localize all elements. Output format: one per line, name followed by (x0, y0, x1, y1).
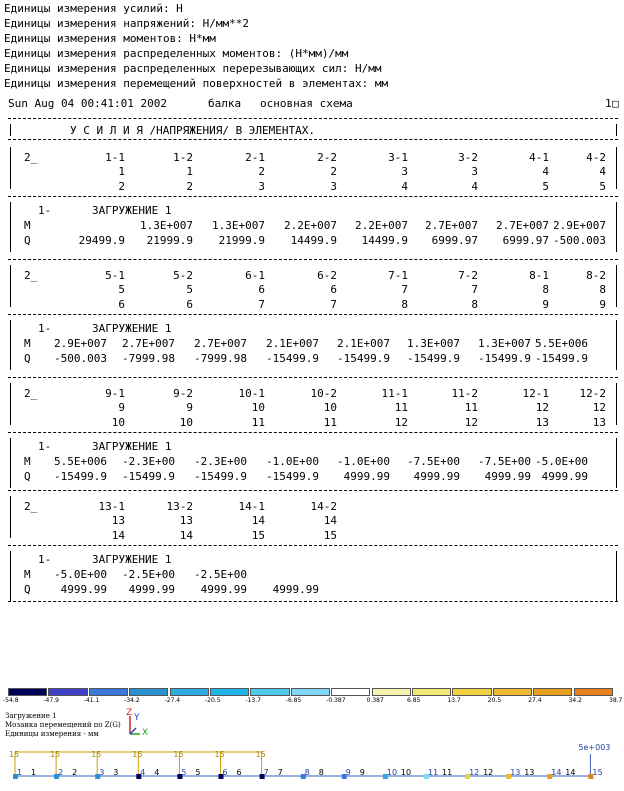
unit-line: Единицы измерения распределенных перерезывающих сил: Н/мм (4, 62, 382, 75)
column-header: 4-1 (529, 151, 549, 164)
node-label: 8 (304, 768, 310, 777)
node-label: 3 (99, 768, 105, 777)
block-left-bar (10, 147, 11, 189)
scale-label: -34.2 (124, 697, 140, 704)
m-value: 5.5E+006 (535, 337, 588, 350)
column-header: 2-2 (317, 151, 337, 164)
column-header: 14-2 (310, 500, 337, 513)
node-number: 13 (535, 416, 549, 429)
q-value: -15499.9 (194, 470, 247, 483)
scale-label: 20.5 (487, 697, 502, 704)
node-number: 5 (599, 180, 606, 193)
node-number: 14 (179, 529, 193, 542)
load-label: ЗАГРУЖЕНИЕ 1 (92, 553, 172, 566)
element-number: 5 (118, 283, 125, 296)
report-name: балка (208, 97, 242, 110)
m-value: -2.5E+00 (194, 568, 247, 581)
load-left-bar (10, 551, 11, 601)
m-value: 2.2E+007 (284, 219, 337, 232)
element-number: 5 (186, 283, 193, 296)
scale-label: -47.9 (43, 697, 59, 704)
block-bottom-border (8, 601, 618, 602)
node-label: 4 (140, 768, 146, 777)
element-label: 3 (113, 768, 119, 777)
table-type-label: 2_ (24, 151, 38, 164)
block-right-bar (616, 147, 617, 189)
unit-line: Единицы измерения распределенных моментов: (Н*мм)/мм (4, 47, 349, 60)
scale-swatch (89, 688, 128, 696)
m-value: -7.5E+00 (478, 455, 531, 468)
column-header: 3-1 (388, 151, 408, 164)
q-value: 14499.9 (361, 234, 408, 247)
node-number: 12 (464, 416, 478, 429)
element-number: 8 (542, 283, 549, 296)
legend-load: Загружение 1 (5, 712, 57, 720)
q-value: -7999.98 (122, 352, 175, 365)
q-value: 6999.97 (502, 234, 549, 247)
q-value: 29499.9 (78, 234, 125, 247)
q-value: -15499.9 (407, 352, 460, 365)
q-value: 21999.9 (218, 234, 265, 247)
element-number: 4 (599, 165, 606, 178)
element-number: 12 (535, 401, 549, 414)
element-number: 4 (542, 165, 549, 178)
m-value: 2.9E+007 (54, 337, 107, 350)
scale-swatch (574, 688, 613, 696)
scale-swatch (372, 688, 411, 696)
block-divider (8, 196, 618, 197)
q-value: 4999.99 (343, 470, 390, 483)
block-left-bar (10, 496, 11, 538)
scale-swatch (48, 688, 87, 696)
load-value: 15 (173, 750, 184, 759)
column-header: 6-2 (317, 269, 337, 282)
load-number: 1- (38, 553, 52, 566)
load-left-bar (10, 438, 11, 488)
load-label: ЗАГРУЖЕНИЕ 1 (92, 322, 172, 335)
block-divider (8, 314, 618, 315)
block-left-bar (10, 265, 11, 307)
row-label-q: Q (24, 352, 31, 365)
node-number: 10 (111, 416, 125, 429)
column-header: 9-1 (105, 387, 125, 400)
column-header: 12-1 (522, 387, 549, 400)
q-value: 4999.99 (272, 583, 319, 596)
page-mark: □ (612, 97, 619, 110)
scale-swatch (8, 688, 47, 696)
element-number: 1 (186, 165, 193, 178)
scale-label: 0.387 (366, 697, 384, 704)
scale-label: -27.4 (164, 697, 181, 704)
node-label: 2 (58, 768, 64, 777)
element-number: 11 (394, 401, 408, 414)
m-value: 2.9E+007 (553, 219, 606, 232)
block-divider (8, 545, 618, 546)
report-scheme: основная схема (260, 97, 353, 110)
node-number: 8 (471, 298, 478, 311)
node-label: 11 (428, 768, 439, 777)
load-right-bar (616, 551, 617, 601)
m-value: -5.0E+00 (535, 455, 588, 468)
element-label: 7 (277, 768, 283, 777)
element-number: 9 (186, 401, 193, 414)
m-value: -7.5E+00 (407, 455, 460, 468)
load-value: 15 (50, 750, 61, 759)
node-label: 15 (592, 768, 603, 777)
q-value: -15499.9 (266, 352, 319, 365)
m-value: 2.1E+007 (266, 337, 319, 350)
node-label: 1 (17, 768, 23, 777)
scale-label: -0.387 (326, 697, 346, 704)
block-left-bar (10, 383, 11, 425)
element-number: 11 (464, 401, 478, 414)
q-value: -15499.9 (266, 470, 319, 483)
node-number: 7 (258, 298, 265, 311)
element-number: 10 (323, 401, 337, 414)
column-header: 9-2 (173, 387, 193, 400)
node-number: 11 (251, 416, 265, 429)
scale-swatch (250, 688, 289, 696)
table-title: У С И Л И Я /НАПРЯЖЕНИЯ/ В ЭЛЕМЕНТАХ. (70, 124, 316, 137)
column-header: 5-2 (173, 269, 193, 282)
scale-swatch (210, 688, 249, 696)
scale-label: 13.7 (447, 697, 461, 704)
column-header: 14-1 (238, 500, 265, 513)
q-value: 4999.99 (541, 470, 588, 483)
element-label: 8 (318, 768, 324, 777)
node-number: 10 (179, 416, 193, 429)
table-type-label: 2_ (24, 387, 38, 400)
node-number: 15 (323, 529, 337, 542)
q-value: -15499.9 (54, 470, 107, 483)
unit-line: Единицы измерения напряжений: Н/мм**2 (4, 17, 250, 30)
scale-label: -20.5 (205, 697, 221, 704)
m-value: 5.5E+006 (54, 455, 107, 468)
element-label: 13 (524, 768, 535, 777)
m-value: 2.7E+007 (122, 337, 175, 350)
m-value: -2.5E+00 (122, 568, 175, 581)
q-value: 4999.99 (413, 470, 460, 483)
element-number: 7 (471, 283, 478, 296)
element-label: 5 (195, 768, 201, 777)
element-label: 4 (154, 768, 160, 777)
node-number: 9 (542, 298, 549, 311)
scale-label: -13.7 (245, 697, 261, 704)
m-value: 1.3E+007 (212, 219, 265, 232)
scale-swatch (291, 688, 330, 696)
row-label-m: М (24, 455, 31, 468)
element-number: 13 (179, 514, 193, 527)
node-number: 6 (186, 298, 193, 311)
block-divider (8, 432, 618, 433)
scale-label: 6.85 (407, 697, 421, 704)
page-number: 1 (605, 97, 612, 110)
scale-swatch (331, 688, 370, 696)
scale-swatch (452, 688, 491, 696)
node-label: 6 (222, 768, 228, 777)
node-number: 3 (330, 180, 337, 193)
m-value: 2.7E+007 (496, 219, 549, 232)
column-header: 10-2 (310, 387, 337, 400)
table-left-bar (10, 124, 11, 136)
scale-label: 38.7 (609, 697, 623, 704)
node-number: 14 (111, 529, 125, 542)
element-number: 14 (251, 514, 265, 527)
node-number: 12 (394, 416, 408, 429)
scale-swatch (533, 688, 572, 696)
force-value: 5e+003 (578, 743, 611, 752)
element-label: 2 (72, 768, 78, 777)
load-value: 15 (9, 750, 20, 759)
node-number: 2 (118, 180, 125, 193)
q-value: 14499.9 (290, 234, 337, 247)
load-number: 1- (38, 204, 52, 217)
node-number: 7 (330, 298, 337, 311)
column-header: 12-2 (579, 387, 606, 400)
column-header: 4-2 (586, 151, 606, 164)
column-header: 1-2 (173, 151, 193, 164)
element-label: 6 (236, 768, 242, 777)
column-header: 8-1 (529, 269, 549, 282)
m-value: -1.0E+00 (266, 455, 319, 468)
load-value: 15 (91, 750, 102, 759)
column-header: 7-1 (388, 269, 408, 282)
block-right-bar (616, 383, 617, 425)
element-number: 10 (251, 401, 265, 414)
node-number: 3 (258, 180, 265, 193)
column-header: 7-2 (458, 269, 478, 282)
element-number: 13 (111, 514, 125, 527)
scale-swatch (129, 688, 168, 696)
y-axis-line (130, 728, 136, 734)
node-number: 8 (401, 298, 408, 311)
element-label: 9 (359, 768, 365, 777)
column-header: 8-2 (586, 269, 606, 282)
element-number: 2 (258, 165, 265, 178)
m-value: 1.3E+007 (478, 337, 531, 350)
q-value: -15499.9 (122, 470, 175, 483)
m-value: 1.3E+007 (407, 337, 460, 350)
m-value: 1.3E+007 (140, 219, 193, 232)
q-value: -500.003 (54, 352, 107, 365)
legend-mosaic: Мозаика перемещений по Z(G) (5, 721, 121, 729)
element-label: 14 (565, 768, 576, 777)
column-header: 6-1 (245, 269, 265, 282)
row-label-q: Q (24, 234, 31, 247)
node-label: 5 (181, 768, 187, 777)
q-value: 4999.99 (200, 583, 247, 596)
legend-units: Единицы измерения - мм (5, 730, 99, 738)
m-value: -2.3E+00 (194, 455, 247, 468)
unit-line: Единицы измерения перемещений поверхностей в элементах: мм (4, 77, 389, 90)
element-label: 12 (483, 768, 494, 777)
q-value: -500.003 (553, 234, 606, 247)
node-label: 14 (551, 768, 562, 777)
load-number: 1- (38, 440, 52, 453)
load-right-bar (616, 202, 617, 252)
scale-swatch (170, 688, 209, 696)
row-label-m: М (24, 337, 31, 350)
node-label: 12 (469, 768, 480, 777)
element-number: 14 (323, 514, 337, 527)
q-value: 4999.99 (60, 583, 107, 596)
element-number: 9 (118, 401, 125, 414)
column-header: 11-2 (451, 387, 478, 400)
scale-label: -6.85 (285, 697, 302, 704)
block-bottom-border (8, 490, 618, 491)
column-header: 5-1 (105, 269, 125, 282)
block-bottom-border (8, 377, 618, 378)
table-top-border (8, 118, 618, 119)
m-value: 2.7E+007 (425, 219, 478, 232)
m-value: 2.7E+007 (194, 337, 247, 350)
column-header: 10-1 (238, 387, 265, 400)
table-type-label: 2_ (24, 269, 38, 282)
load-label: ЗАГРУЖЕНИЕ 1 (92, 440, 172, 453)
node-number: 5 (542, 180, 549, 193)
element-number: 2 (330, 165, 337, 178)
scale-label: 34.2 (568, 697, 582, 704)
q-value: 4999.99 (128, 583, 175, 596)
scale-swatch (412, 688, 451, 696)
beam-diagram (0, 740, 624, 790)
axis-y-label: Y (134, 713, 140, 723)
node-label: 13 (510, 768, 521, 777)
axis-z-label: Z (126, 708, 133, 718)
column-header: 13-2 (166, 500, 193, 513)
column-header: 11-1 (381, 387, 408, 400)
scale-label: -54.8 (3, 697, 19, 704)
row-label-q: Q (24, 583, 31, 596)
row-label-q: Q (24, 470, 31, 483)
unit-line: Единицы измерения усилий: Н (4, 2, 183, 15)
load-label: ЗАГРУЖЕНИЕ 1 (92, 204, 172, 217)
unit-line: Единицы измерения моментов: Н*мм (4, 32, 216, 45)
q-value: -15499.9 (535, 352, 588, 365)
q-value: 4999.99 (484, 470, 531, 483)
axis-x-label: X (142, 728, 149, 738)
load-right-bar (616, 320, 617, 370)
element-number: 6 (258, 283, 265, 296)
m-value: 2.1E+007 (337, 337, 390, 350)
m-value: 2.2E+007 (355, 219, 408, 232)
load-value: 15 (132, 750, 143, 759)
load-left-bar (10, 320, 11, 370)
element-number: 1 (118, 165, 125, 178)
scale-label: 27.4 (528, 697, 542, 704)
report-date: Sun Aug 04 00:41:01 2002 (8, 97, 167, 110)
node-number: 6 (118, 298, 125, 311)
row-label-m: М (24, 568, 31, 581)
m-value: -5.0E+00 (54, 568, 107, 581)
load-right-bar (616, 438, 617, 488)
q-value: 6999.97 (431, 234, 478, 247)
element-number: 8 (599, 283, 606, 296)
element-number: 6 (330, 283, 337, 296)
table-right-bar (616, 124, 617, 136)
node-number: 13 (592, 416, 606, 429)
node-label: 10 (386, 768, 398, 777)
element-number: 12 (592, 401, 606, 414)
block-right-bar (616, 265, 617, 307)
scale-label: -41.1 (83, 697, 100, 704)
node-number: 15 (251, 529, 265, 542)
table-type-label: 2_ (24, 500, 38, 513)
q-value: -7999.98 (194, 352, 247, 365)
node-number: 9 (599, 298, 606, 311)
q-value: -15499.9 (478, 352, 531, 365)
element-label: 11 (442, 768, 453, 777)
element-number: 3 (401, 165, 408, 178)
element-number: 3 (471, 165, 478, 178)
node-number: 11 (323, 416, 337, 429)
column-header: 13-1 (98, 500, 125, 513)
node-number: 2 (186, 180, 193, 193)
column-header: 1-1 (105, 151, 125, 164)
node-number: 4 (471, 180, 478, 193)
node-number: 4 (401, 180, 408, 193)
element-number: 7 (401, 283, 408, 296)
row-label-m: М (24, 219, 31, 232)
load-number: 1- (38, 322, 52, 335)
m-value: -1.0E+00 (337, 455, 390, 468)
node-label: 7 (263, 768, 269, 777)
q-value: -15499.9 (337, 352, 390, 365)
m-value: -2.3E+00 (122, 455, 175, 468)
block-bottom-border (8, 259, 618, 260)
q-value: 21999.9 (146, 234, 193, 247)
load-left-bar (10, 202, 11, 252)
table-title-divider (8, 139, 618, 140)
element-label: 10 (400, 768, 412, 777)
load-value: 15 (214, 750, 225, 759)
scale-swatch (493, 688, 532, 696)
column-header: 2-1 (245, 151, 265, 164)
node-label: 9 (345, 768, 351, 777)
load-value: 15 (255, 750, 266, 759)
element-label: 1 (31, 768, 37, 777)
column-header: 3-2 (458, 151, 478, 164)
